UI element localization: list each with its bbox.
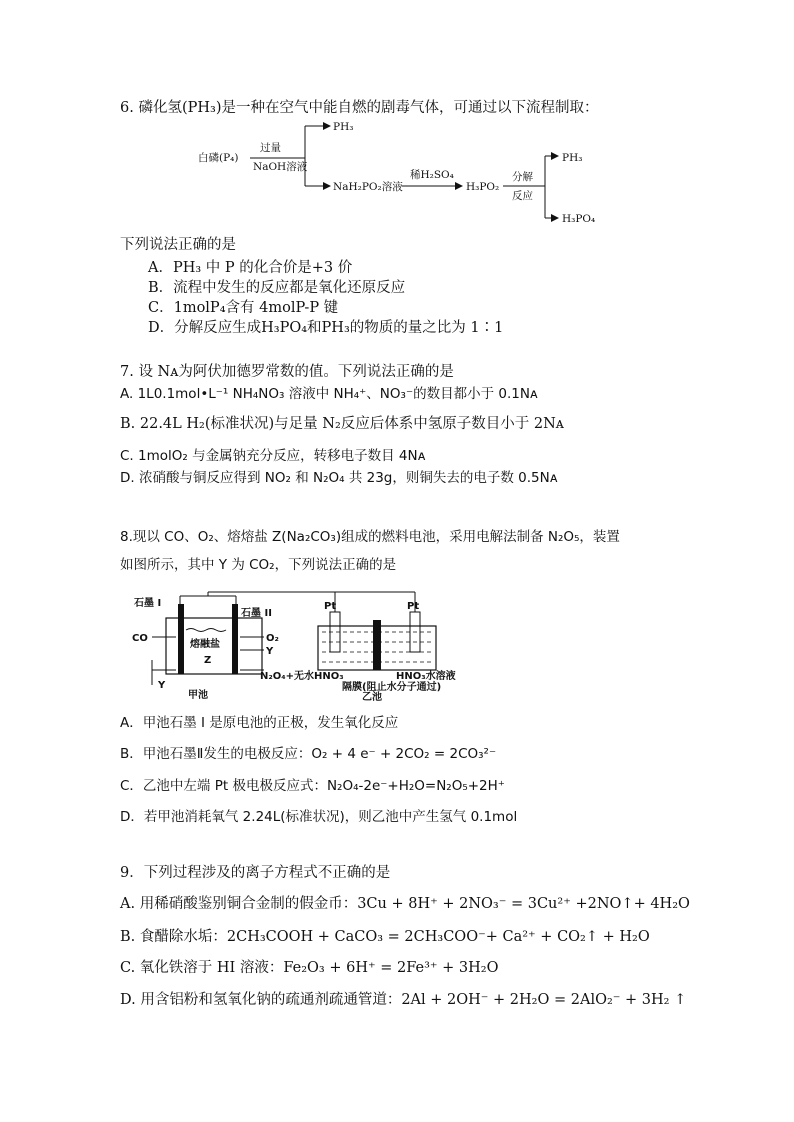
label-cell-a: 甲池 [188, 690, 208, 701]
q8-stem-line1: 8.现以 CO、O₂、熔熔盐 Z(Na₂CO₃)组成的燃料电池，采用电解法制备 N₂O₅，装置 [120, 529, 620, 545]
q6-option-c: C．1molP₄含有 4molP-P 键 [148, 300, 339, 316]
q7-option-a: A. 1L0.1mol•L⁻¹ NH₄NO₃ 溶液中 NH₄⁺、NO₃⁻的数目都小于 0.1Nᴀ [120, 386, 538, 402]
q6-stem: 6. 磷化氢(PH₃)是一种在空气中能自燃的剧毒气体，可通过以下流程制取： [120, 100, 599, 116]
q9-option-a: A. 用稀硝酸鉴别铜合金制的假金币：3Cu + 8H⁺ + 2NO₃⁻ = 3Cu²⁺ +2NO↑+ 4H₂O [120, 896, 690, 912]
flow-out1: PH₃ [333, 121, 354, 133]
q8-cell-diagram [128, 590, 498, 702]
q6-option-a: A．PH₃ 中 P 的化合价是+3 价 [148, 260, 353, 276]
q6-flow-diagram [180, 118, 640, 236]
q6-option-d: D．分解反应生成H₃PO₄和PH₃的物质的量之比为 1∶1 [148, 320, 504, 336]
label-membrane: 隔膜(阻止水分子通过) [342, 682, 442, 693]
label-pt-left: Pt [324, 601, 337, 612]
flow-mid1: NaH₂PO₂溶液 [333, 181, 403, 193]
q8-option-a: A．甲池石墨 I 是原电池的正极，发生氧化反应 [120, 715, 399, 731]
q7-option-d: D. 浓硝酸与铜反应得到 NO₂ 和 N₂O₄ 共 23g，则铜失去的电子数 0.5Nᴀ [120, 470, 558, 486]
label-hno3-aq: HNO₃水溶液 [396, 671, 456, 682]
label-y-right: Y [266, 646, 274, 657]
flow-mid2: H₃PO₂ [466, 181, 500, 193]
label-cell-b: 乙池 [362, 692, 382, 702]
label-o2: O₂ [266, 633, 279, 644]
label-y-left: Y [158, 680, 166, 691]
label-pt-right: Pt [407, 601, 420, 612]
flow-step1-top: 过量 [260, 142, 281, 154]
q8-option-c: C．乙池中左端 Pt 极电极反应式：N₂O₄-2e⁻+H₂O=N₂O₅+2H⁺ [120, 778, 505, 794]
label-z: Z [204, 655, 212, 666]
q8-option-d: D．若甲池消耗氧气 2.24L(标准状况)，则乙池中产生氢气 0.1mol [120, 809, 518, 825]
q6-question: 下列说法正确的是 [120, 237, 236, 253]
label-graphite2: 石墨 II [241, 608, 272, 619]
label-molten-salt: 熔融盐 [190, 639, 220, 650]
q8-option-b: B．甲池石墨Ⅱ发生的电极反应：O₂ + 4 e⁻ + 2CO₂ = 2CO₃²⁻ [120, 746, 497, 762]
label-co: CO [132, 633, 148, 644]
flow-step3-bottom: 反应 [512, 190, 533, 202]
flow-out3: H₃PO₄ [562, 213, 596, 225]
flow-start: 白磷(P₄) [198, 152, 239, 164]
flow-step2-top: 稀H₂SO₄ [410, 169, 454, 181]
label-graphite1: 石墨 I [134, 598, 162, 609]
label-n2o4-hno3: N₂O₄+无水HNO₃ [260, 671, 344, 682]
q7-option-b: B. 22.4L H₂(标准状况)与足量 N₂反应后体系中氢原子数目小于 2Nᴀ [120, 416, 564, 432]
q6-option-b: B．流程中发生的反应都是氧化还原反应 [148, 280, 406, 296]
flow-out2: PH₃ [562, 152, 583, 164]
q9-option-b: B. 食醋除水垢：2CH₃COOH + CaCO₃ = 2CH₃COO⁻+ Ca²⁺ + CO₂↑ + H₂O [120, 929, 650, 945]
q9-option-d: D. 用含铝粉和氢氧化钠的疏通剂疏通管道：2Al + 2OH⁻ + 2H₂O = 2AlO₂⁻ + 3H₂ ↑ [120, 992, 687, 1008]
q7-stem: 7. 设 Nᴀ为阿伏加德罗常数的值。下列说法正确的是 [120, 364, 454, 380]
flow-step3-top: 分解 [512, 171, 533, 183]
q9-stem: 9．下列过程涉及的离子方程式不正确的是 [120, 865, 391, 881]
flow-step1-bottom: NaOH溶液 [253, 161, 308, 173]
q7-option-c: C. 1molO₂ 与金属钠充分反应，转移电子数目 4Nᴀ [120, 448, 426, 464]
q8-stem-line2: 如图所示，其中 Y 为 CO₂，下列说法正确的是 [120, 557, 397, 573]
q9-option-c: C. 氧化铁溶于 HI 溶液：Fe₂O₃ + 6H⁺ = 2Fe³⁺ + 3H₂O [120, 960, 499, 976]
